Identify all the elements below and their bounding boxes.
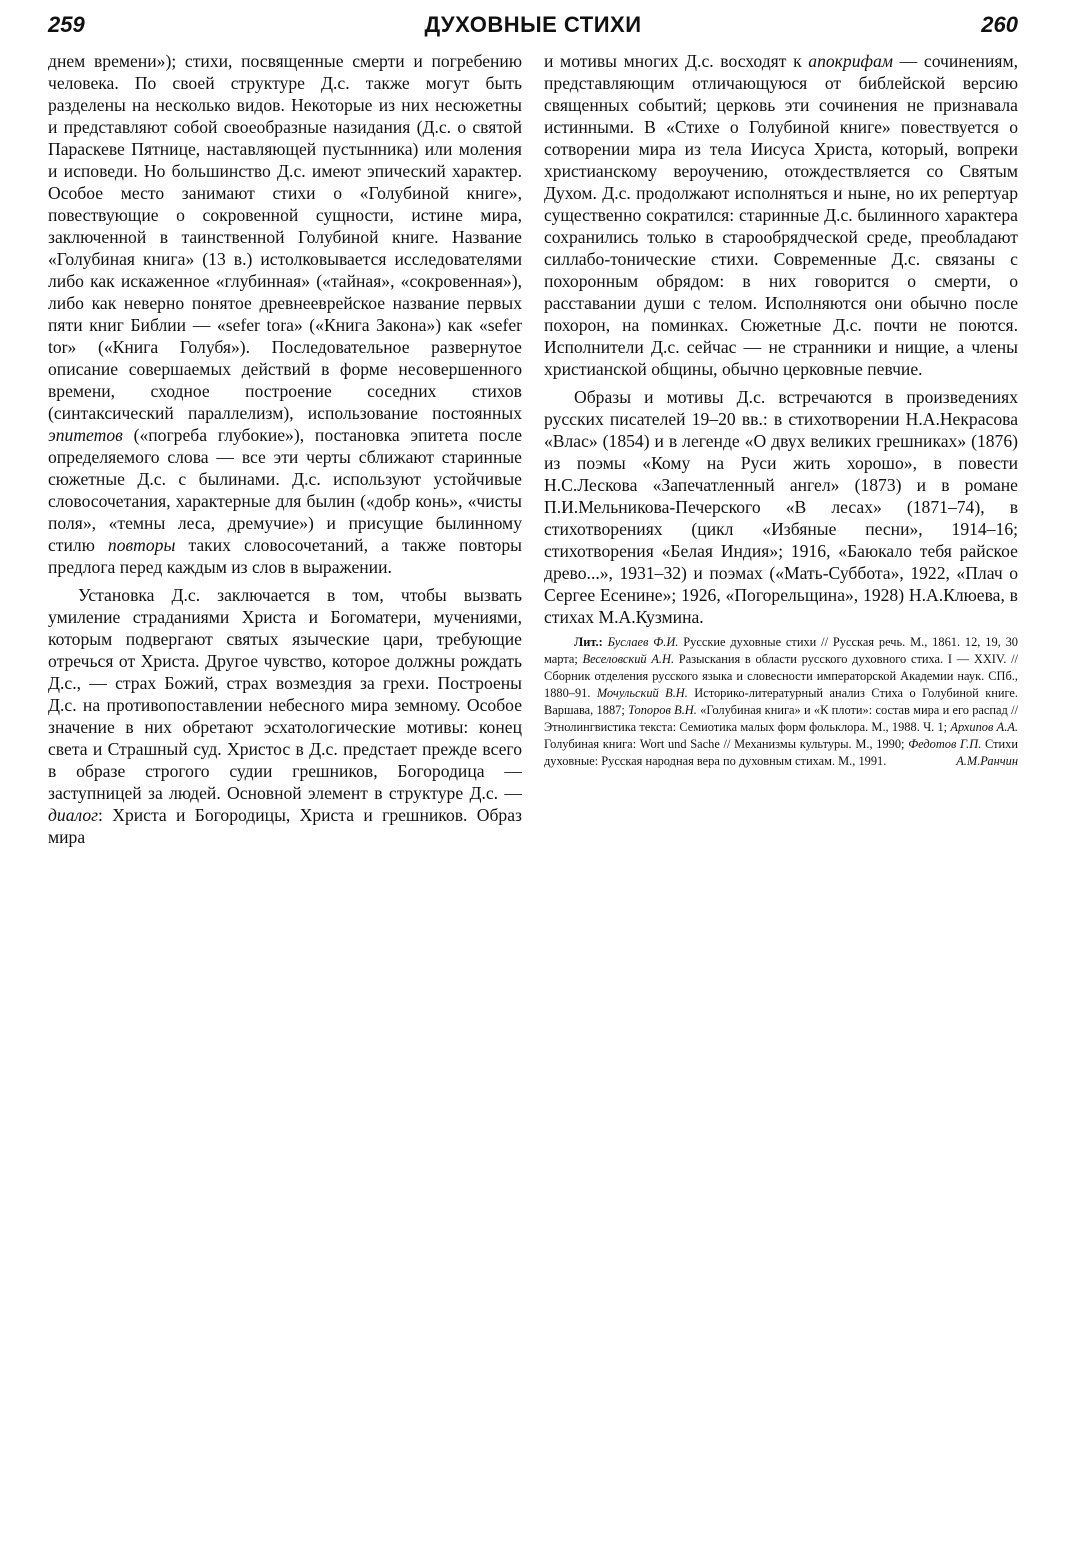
bib-entry: Историко-литературный анализ Стиха о Голубиной книге. Варшава, 1887; — [544, 686, 1018, 717]
bib-author: Архипов А.А. — [950, 720, 1018, 734]
right-paragraph-1 — [544, 50, 1018, 380]
running-header — [48, 12, 1018, 40]
text: («погреба глубокие»), постановка эпитета после определяемого слова — все эти черты сближают старинные сюжетные Д.с. с былинами. Д.с. используют устойчивые словосочетания, характерные для былин («добр конь», «чисты поля», «темны леса, дремучие») и присущие былинному стилю — [48, 425, 522, 555]
term-apocrypha: апокрифам — [808, 51, 894, 71]
left-paragraph-1 — [48, 50, 522, 578]
page-number-left: 259 — [48, 12, 85, 37]
bib-entry: «Голубиная книга» и «К плоти»: состав мира и его распад // Этнолингвистика текста: Семиотика малых форм фольклора. М., 1988. Ч. 1; — [544, 703, 1019, 734]
bib-author: Федотов Г.П. — [908, 737, 982, 751]
bib-author: Веселовский А.Н. — [582, 652, 675, 666]
term-repetitions: повторы — [107, 535, 176, 555]
text: Образы и мотивы Д.с. встречаются в произведениях русских писателей 19–20 вв.: в стихотворении Н.А.Некрасова «Влас» (1854) и в легенде «О двух великих грешниках» (1876) из поэмы «Кому на Руси жить хорошо», в повести Н.С.Лескова «Запечатленный ангел» (1873) и в романе П.И.Мельникова-Печерского «В лесах» (1871–74), в стихотворениях (цикл «Избяные песни», 1914–16; стихотворения «Белая Индия»; 1916, «Баюкало тебя райское древо...», 1931–32) и поэмах («Мать-Суббота», 1922, «Плач о Сергее Есенине»; 1926, «Погорельщина», 1928) Н.А.Клюева, в стихах М.А.Кузмина. — [544, 387, 1018, 627]
bibliography — [544, 634, 1018, 770]
term-dialogue: диалог — [48, 805, 99, 825]
article-author: А.М.Ранчин — [956, 754, 1018, 768]
text: днем времени»); стихи, посвященные смерти и погребению человека. По своей структуре Д.с. также могут быть разделены на несколько видов. Некоторые из них несюжетны и представляют собой своеобразные назидания (Д.с. о святой Параскеве Пятнице, наставляющей пустынника) или моления и исповеди. Но большинство Д.с. имеют эпический характер. Особое место занимают стихи о «Голубиной книге», повествующие о сокровенной сущности, истине мира, заключенной в таинственной Голубиной книге. Название «Голубиная книга» (13 в.) истолковывается исследователями либо как искаженное «глубинная» («тайная», «сокровенная»), либо как неверно понятое древнееврейское название первых пяти книг Библии — «sefer tora» («Книга Закона») как «sefer tor» («Книга Голубя»). Последовательное развернутое описание совершаемых действий в форме несовершенного времени, сходное построение соседних стихов (синтаксический параллелизм), использование постоянных — [48, 51, 522, 423]
bib-entry: Голубиная книга: Wort und Sache // Механизмы культуры. М., 1990; — [544, 737, 909, 751]
bib-author: Мочульский В.Н. — [596, 686, 688, 700]
bib-entry: Русские духовные стихи // Русская речь. М., 1861. 12, 19, 30 марта; — [544, 635, 1019, 666]
text: Установка Д.с. заключается в том, чтобы вызвать умиление страданиями Христа и Богоматери, мучениями, которым подвергают святых языческие цари, требующие отречься от Христа. Другое чувство, которое должны рождать Д.с., — страх Божий, страх возмездия за грехи. Построены Д.с. на противопоставлении небесного мира земному. Особое значение в них обретают эсхатологические мотивы: конец света и Страшный суд. Христос в Д.с. предстает прежде всего в образе строгого судии грешников, Богородица — заступницей за людей. Основной элемент в структуре Д.с. — — [48, 585, 522, 803]
text: — сочинениям, представляющим отличающуюся от библейской версию священных событий; церковь эти сочинения не признавала истинными. В «Стихе о Голубиной книге» повествуется о сотворении мира из тела Иисуса Христа, который, вопреки христианскому вероучению, отождествляется со Святым Духом. Д.с. продолжают исполняться и ныне, но их репертуар существенно сократился: старинные Д.с. былинного характера сохранились только в старообрядческой среде, преобладают силлабо-тонические стихи. Современные Д.с. связаны с похоронным обрядом: в них говорится о смерти, о расставании души с телом. Исполняются они обычно после похорон, на поминках. Сюжетные Д.с. почти не поются. Исполнители Д.с. сейчас — не странники и нищие, а члены христианской общины, обычно церковные певчие. — [544, 51, 1018, 379]
right-paragraph-2 — [544, 386, 1018, 628]
bib-author: Буслаев Ф.И. — [607, 635, 679, 649]
page-title: ДУХОВНЫЕ СТИХИ — [424, 12, 642, 37]
text: : Христа и Богородицы, Христа и грешников. Образ мира — [48, 805, 522, 847]
left-paragraph-2 — [48, 584, 522, 848]
left-column — [48, 50, 522, 848]
term-epithets: эпитетов — [48, 425, 123, 445]
page-number-right: 260 — [981, 12, 1018, 37]
bib-entry: Стихи духовные: Русская народная вера по духовным стихам. М., 1991. — [544, 737, 1018, 768]
bibliography-label: Лит.: — [574, 635, 603, 649]
text: и мотивы многих Д.с. восходят к — [544, 51, 809, 71]
text: таких словосочетаний, а также повторы предлога перед каждым из слов в выражении. — [48, 535, 522, 577]
bib-entry: Разыскания в области русского духовного стиха. I — XXIV. // Сборник отделения русского языка и словесности императорской Академии наук. СПб., 1880–91. — [544, 652, 1018, 700]
bib-author: Топоров В.Н. — [628, 703, 697, 717]
right-column — [544, 50, 1018, 770]
